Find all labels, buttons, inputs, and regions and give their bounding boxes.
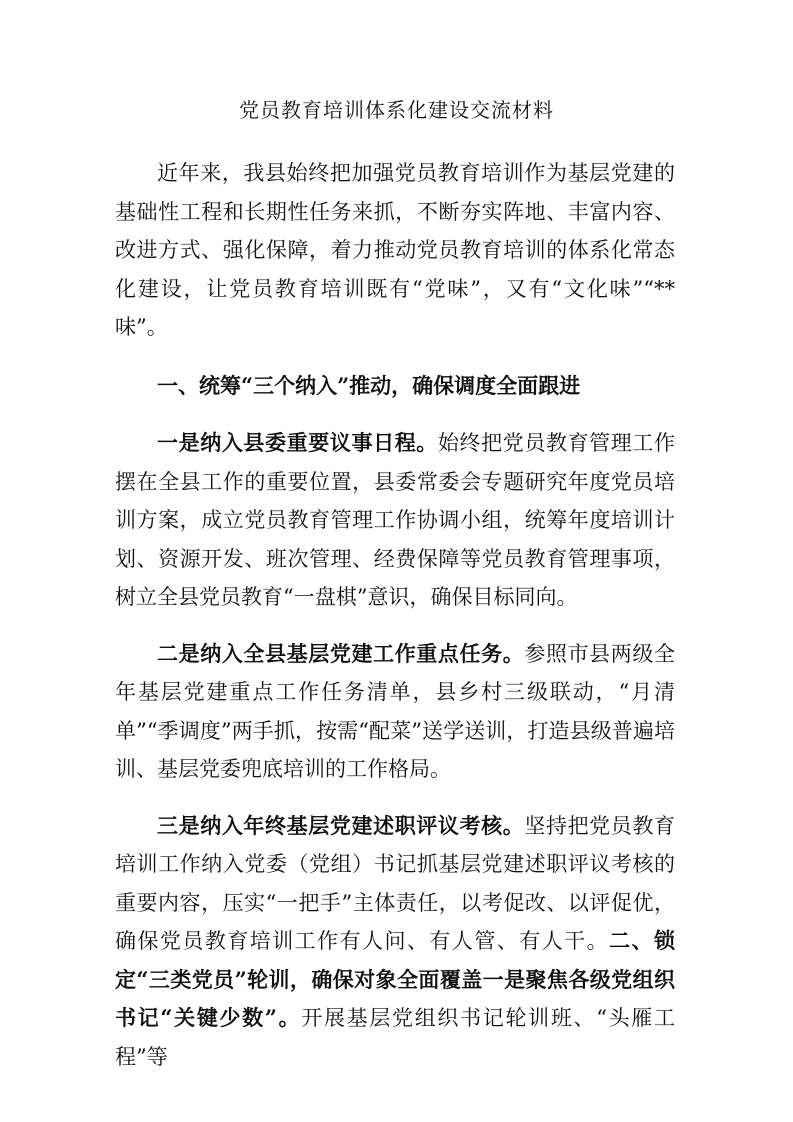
paragraph-4-lead: 一是聚焦各级党组织书记“关键少数”。 — [115, 966, 675, 1030]
paragraph-4-text: 开展基层党组织书记轮训班、“头雁工程”等 — [115, 1006, 675, 1069]
section-heading-1: 一、统筹“三个纳入”推动，确保调度全面跟进 — [157, 372, 581, 398]
paragraph-3-text: 坚持把党员教育培训工作纳入党委（党组）书记抓基层党建述职评议考核的重要内容，压实“一把手”主体责任，以考促改、以评促优，确保党员教育培训工作有人问、有人管、有人干。 — [115, 813, 676, 953]
paragraph-1-text: 始终把党员教育管理工作摆在全县工作的重要位置，县委常委会专题研究年度党员培训方案，成立党员教育管理工作协调小组，统筹年度培训计划、资源开发、班次管理、经费保障等党员教育管理事项，树立全县党员教育“一盘棋”意识，确保目标同向。 — [115, 431, 676, 609]
document-title: 党员教育培训体系化建设交流材料 — [239, 98, 554, 122]
intro-paragraph: 近年来，我县始终把加强党员教育培训作为基层党建的基础性工程和长期性任务来抓，不断夯实阵地、丰富内容、改进方式、强化保障，着力推动党员教育培训的体系化常态化建设，让党员教育培训既有“党味”，又有“文化味”“**味”。 — [115, 161, 675, 339]
paragraph-1 — [115, 424, 675, 617]
document-body — [115, 154, 675, 1094]
paragraph-2-lead: 二是纳入全县基层党建工作重点任务。 — [157, 640, 525, 666]
paragraph-3 — [115, 807, 675, 1077]
section-heading-2: 二、锁定“三类党员”轮训，确保对象全面覆盖 — [115, 928, 676, 992]
paragraph-2 — [115, 635, 675, 789]
paragraph-2-text: 参照市县两级全年基层党建重点工作任务清单，县乡村三级联动，“月清单”“季调度”两手抓，按需“配菜”送学送训，打造县级普遍培训、基层党委兜底培训的工作格局。 — [115, 641, 676, 781]
paragraph-3-lead: 三是纳入年终基层党建述职评议考核。 — [157, 812, 525, 838]
paragraph-1-lead: 一是纳入县委重要议事日程。 — [157, 430, 438, 455]
